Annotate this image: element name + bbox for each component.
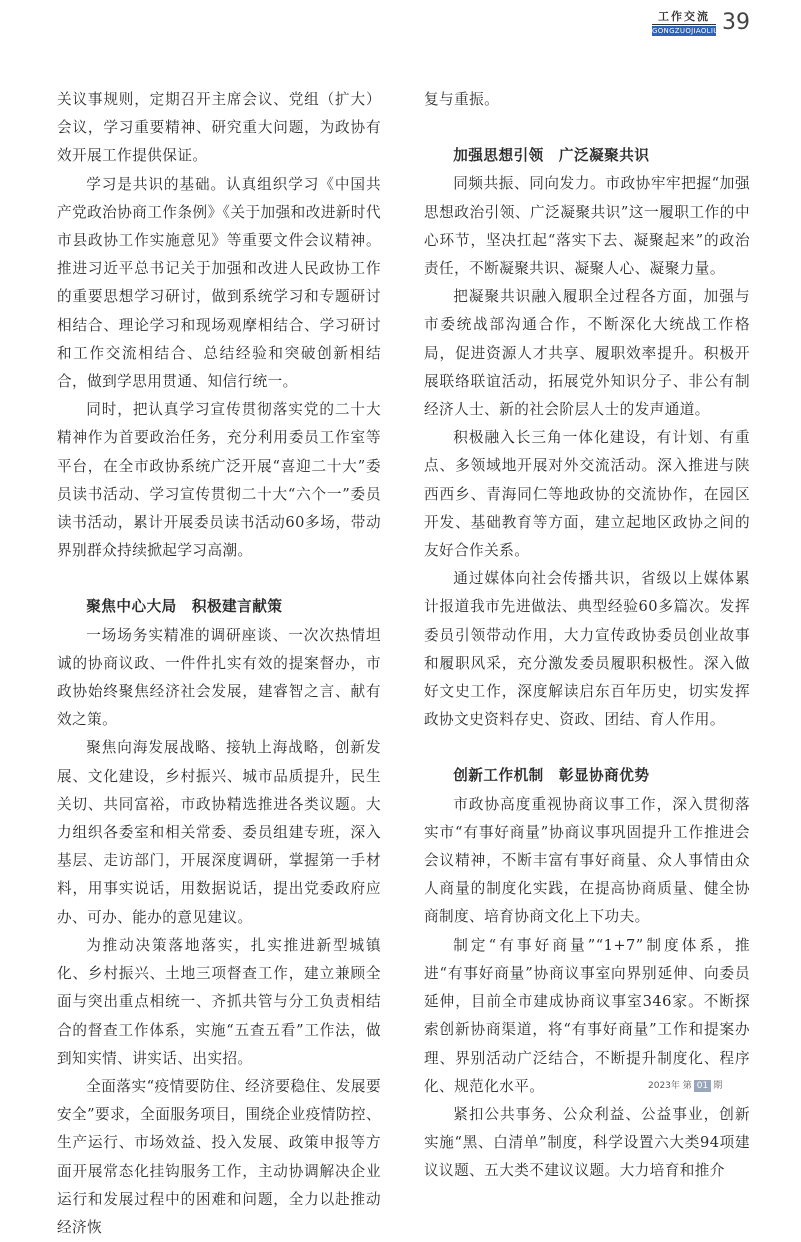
issue-di: 第: [682, 1081, 692, 1091]
left-column: [57, 86, 381, 1242]
paragraph: 制定“有事好商量”“1+7”制度体系，推进“有事好商量”协商议事室向界别延伸、向委员延伸，目前全市建成协商议事室346家。不断探索创新协商渠道，将“有事好商量”工作和提案办理、界别活动广泛结合，不断提升制度化、程序化、规范化水平。: [424, 936, 750, 1095]
paragraph: 聚焦向海发展战略、接轨上海战略，创新发展、文化建设，乡村振兴、城市品质提升，民生关切、共同富裕，市政协精选推进各类议题。大力组织各委室和相关常委、委员组建专班，深入基层、走访部门，开展深度调研，掌握第一手材料，用事实说话，用数据说话，提出党委政府应办、可办、能办的意见建议。: [57, 739, 381, 926]
page-number: 39: [722, 10, 750, 35]
issue-year: 2023年: [648, 1081, 680, 1091]
section-spacer: [424, 114, 750, 142]
section-heading: 加强思想引领 广泛凝聚共识: [453, 147, 650, 165]
section-heading: 聚焦中心大局 积极建言献策: [86, 598, 283, 616]
paragraph: 同时，把认真学习宣传贯彻落实党的二十大精神作为首要政治任务，充分利用委员工作室等平台，在全市政协系统广泛开展“喜迎二十大”委员读书活动、学习宣传贯彻二十大“六个一”委员读书活动，累计开展委员读书活动60多场，带动界别群众持续掀起学习高潮。: [57, 401, 381, 560]
paragraph: 一场场务实精准的调研座谈、一次次热情坦诚的协商议政、一件件扎实有效的提案督办，市政协始终聚焦经济社会发展，建睿智之言、献有效之策。: [57, 626, 381, 729]
right-column: [424, 86, 750, 1186]
section-heading: 创新工作机制 彰显协商优势: [453, 767, 650, 785]
paragraph: 复与重振。: [424, 91, 500, 108]
section-name-cn: 工作交流: [658, 10, 710, 23]
issue-footer: [648, 1080, 722, 1092]
paragraph: 关议事规则，定期召开主席会议、党组（扩大）会议，学习重要精神、研究重大问题，为政协有效开展工作提供保证。: [57, 91, 381, 165]
paragraph: 全面落实“疫情要防住、经济要稳住、发展要安全”要求，全面服务项目，围绕企业疫情防控、生产运行、市场效益、投入发展、政策申报等方面开展常态化挂钩服务工作，主动协调解决企业运行和发展过程中的困难和问题，全力以赴推动经济恢: [57, 1077, 381, 1236]
paragraph: 学习是共识的基础。认真组织学习《中国共产党政治协商工作条例》《关于加强和改进新时代市县政协工作实施意见》等重要文件会议精神。推进习近平总书记关于加强和改进人民政协工作的重要思想学习研讨，做到系统学习和专题研讨相结合、理论学习和现场观摩相结合、学习研讨和工作交流相结合、总结经验和突破创新相结合，做到学思用贯通、知信行统一。: [57, 175, 381, 391]
issue-qi: 期: [713, 1081, 723, 1091]
section-spacer: [57, 565, 381, 593]
brand-divider: [652, 24, 716, 25]
paragraph: 通过媒体向社会传播共识，省级以上媒体累计报道我市先进做法、典型经验60多篇次。发挥委员引领带动作用，大力宣传政协委员创业故事和履职风采，充分激发委员履职积极性。深入做好文史工作，深度解读启东百年历史，切实发挥政协文史资料存史、资政、团结、育人作用。: [424, 570, 750, 729]
masthead-brand: [652, 10, 719, 38]
section-name-en: GONGZUOJIAOLIU: [652, 27, 719, 35]
section-spacer: [424, 734, 750, 762]
paragraph: 把凝聚共识融入履职全过程各方面，加强与市委统战部沟通合作，不断深化大统战工作格局，促进资源人才共享、履职效率提升。积极开展联络联谊活动，拓展党外知识分子、非公有制经济人士、新的社会阶层人士的发声通道。: [424, 288, 750, 419]
issue-number: 01: [694, 1080, 711, 1092]
paragraph: 同频共振、同向发力。市政协牢牢把握“加强思想政治引领、广泛凝聚共识”这一履职工作的中心环节，坚决扛起“落实下去、凝聚起来”的政治责任，不断凝聚共识、凝聚人心、凝聚力量。: [424, 175, 750, 278]
paragraph: 紧扣公共事务、公众利益、公益事业，创新实施“黑、白清单”制度，科学设置六大类94项建议议题、五大类不建议议题。大力培育和推介: [424, 1105, 750, 1180]
paragraph: 积极融入长三角一体化建设，有计划、有重点、多领域地开展对外交流活动。深入推进与陕西西乡、青海同仁等地政协的交流协作，在园区开发、基础教育等方面，建立起地区政协之间的友好合作关系。: [424, 429, 750, 560]
paragraph: 为推动决策落地落实，扎实推进新型城镇化、乡村振兴、土地三项督查工作，建立兼顾全面与突出重点相统一、齐抓共管与分工负责相结合的督查工作体系，实施“五查五看”工作法，做到知实情、讲实话、出实招。: [57, 936, 381, 1067]
paragraph: 市政协高度重视协商议事工作，深入贯彻落实市“有事好商量”协商议事巩固提升工作推进会会议精神，不断丰富有事好商量、众人事情由众人商量的制度化实践，在提高协商质量、健全协商制度、培育协商文化上下功夫。: [424, 795, 750, 926]
